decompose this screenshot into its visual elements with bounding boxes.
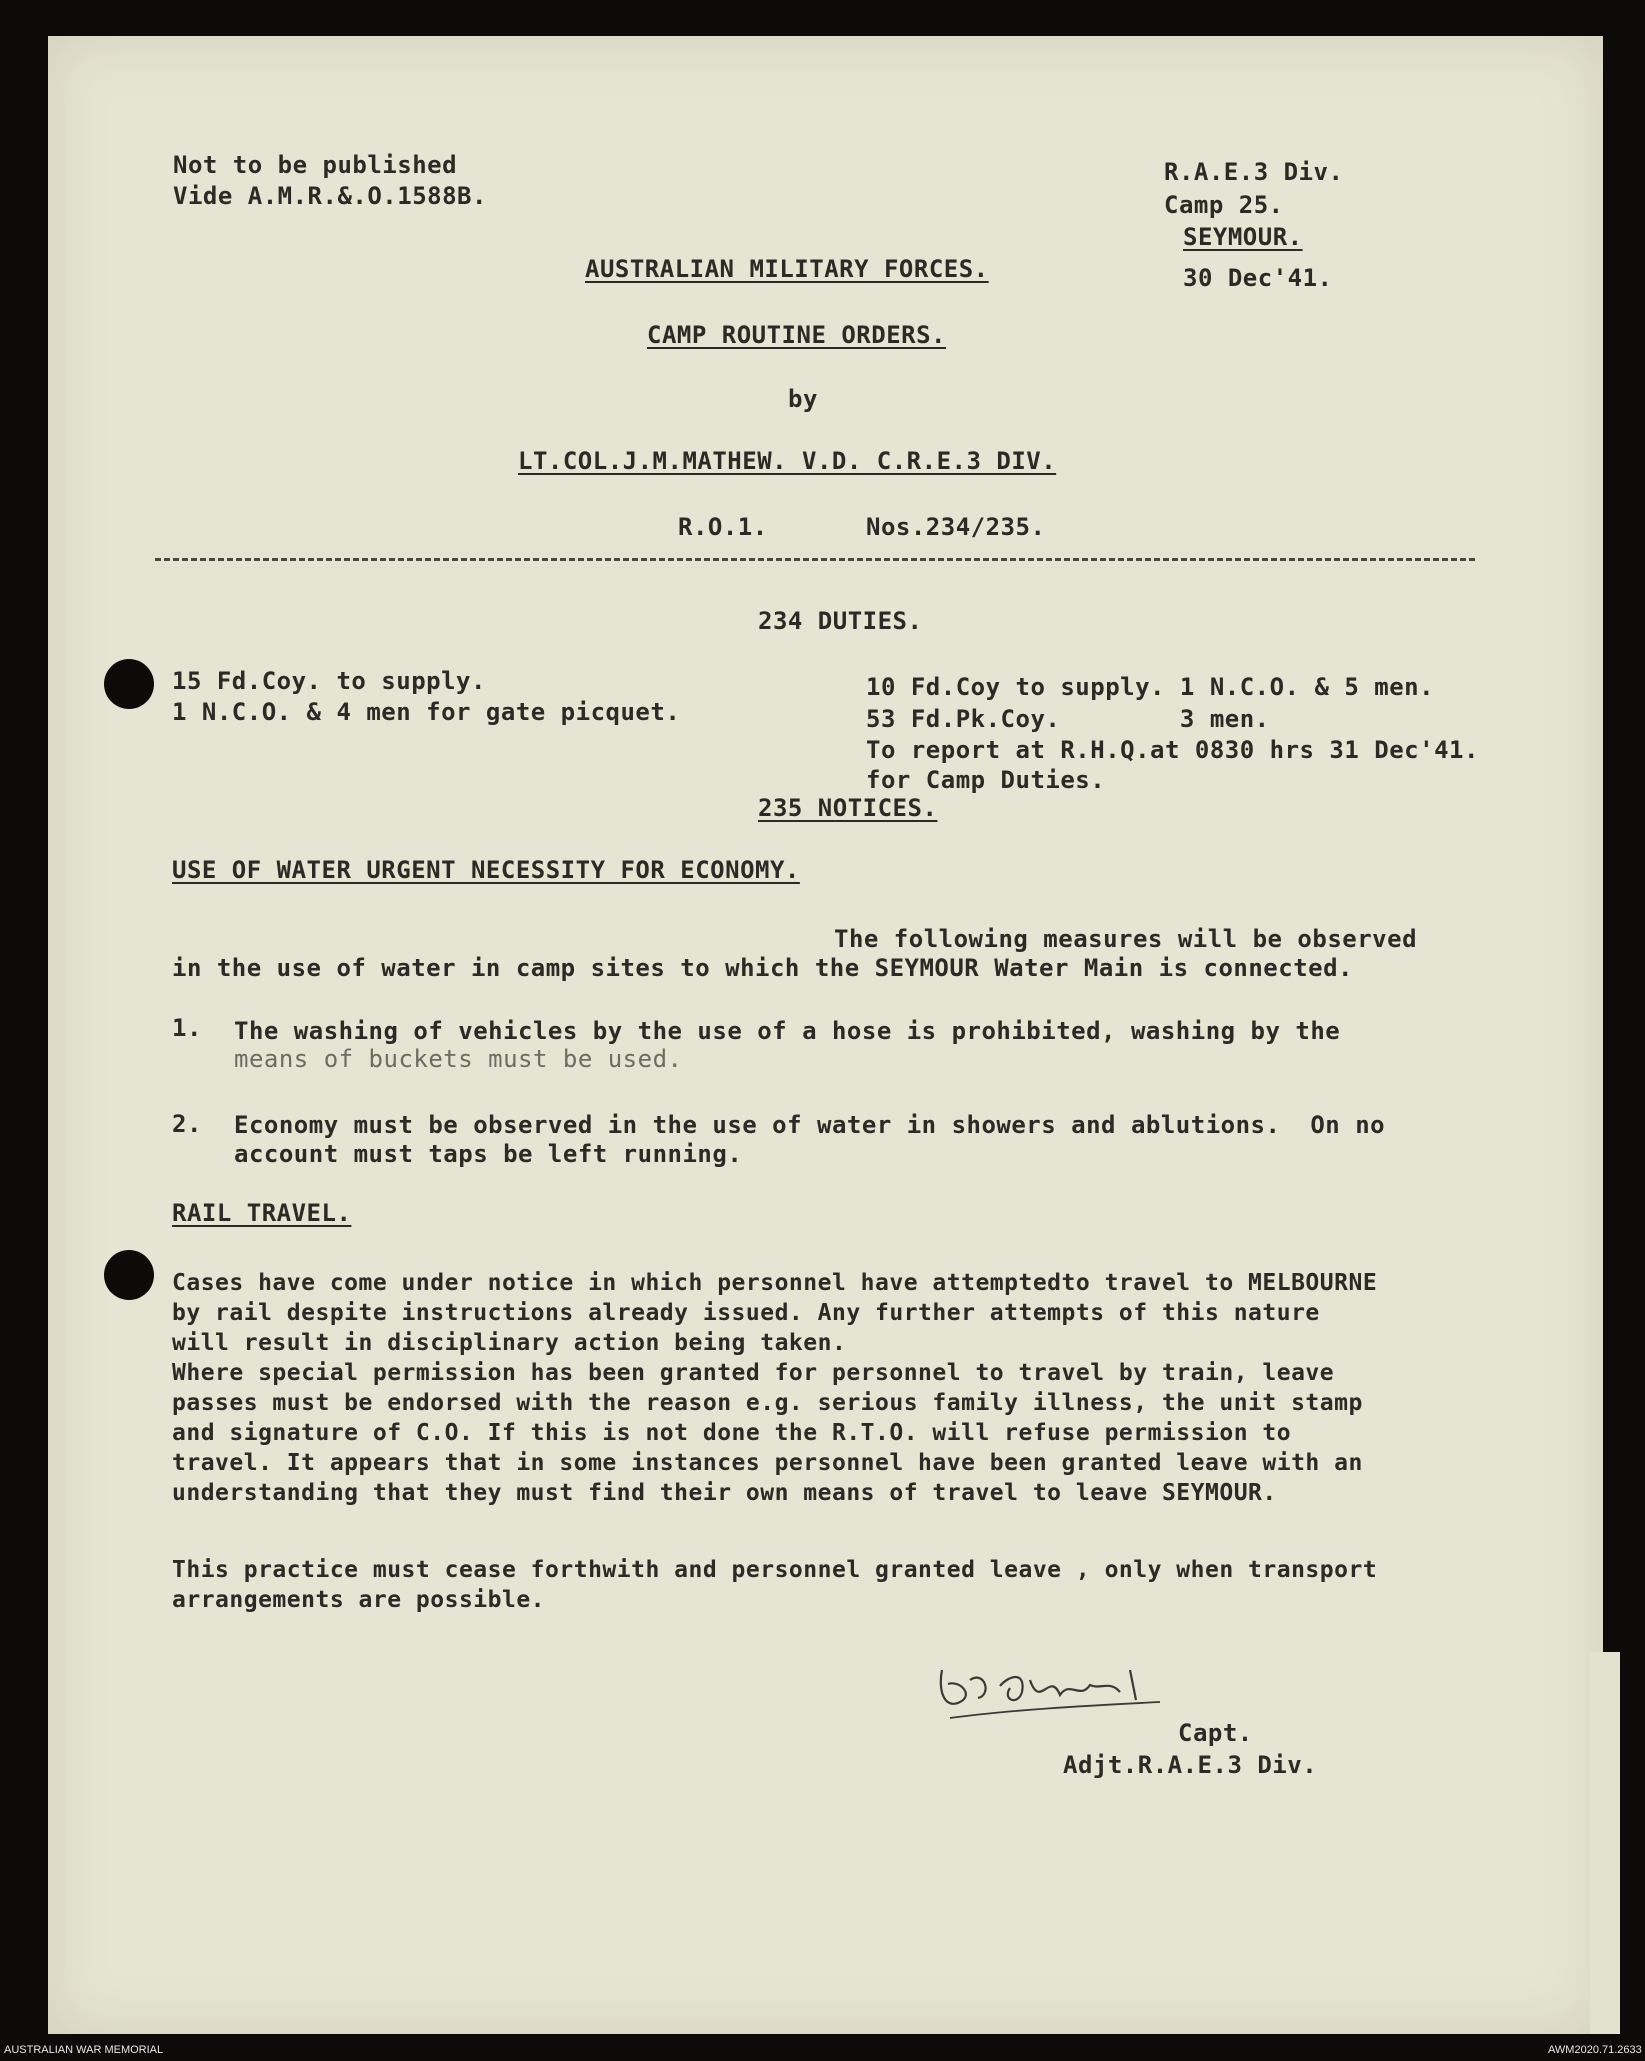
duties-right-line3: To report at R.H.Q.at 0830 hrs 31 Dec'41. <box>866 736 1479 764</box>
signature-rank: Capt. <box>1178 1719 1253 1747</box>
handwritten-signature <box>930 1640 1220 1720</box>
water-item2-line1: Economy must be observed in the use of water in showers and ablutions. On no <box>234 1111 1386 1139</box>
duties-right-line2: 53 Fd.Pk.Coy. 3 men. <box>866 705 1270 733</box>
title-orders: CAMP ROUTINE ORDERS. <box>647 321 946 349</box>
page-edge-tab <box>1590 1652 1620 2034</box>
header-right-line4: 30 Dec'41. <box>1183 264 1333 292</box>
duties-left-line2: 1 N.C.O. & 4 men for gate picquet. <box>172 698 681 726</box>
punch-hole <box>104 1250 154 1300</box>
footer-archive-name: AUSTRALIAN WAR MEMORIAL <box>4 2044 164 2056</box>
water-item2-line2: account must taps be left running. <box>234 1140 743 1168</box>
punch-hole <box>104 659 154 709</box>
header-left-line1: Not to be published <box>173 151 458 179</box>
title-commander: LT.COL.J.M.MATHEW. V.D. C.R.E.3 DIV. <box>518 447 1057 475</box>
duties-left-line1: 15 Fd.Coy. to supply. <box>172 667 486 695</box>
duties-right-line1: 10 Fd.Coy to supply. 1 N.C.O. & 5 men. <box>866 673 1435 701</box>
separator-line <box>155 558 1475 561</box>
water-item2-number: 2. <box>172 1110 202 1138</box>
footer-accession-number: AWM2020.71.2633 <box>1548 2044 1642 2056</box>
rail-heading: RAIL TRAVEL. <box>172 1199 352 1227</box>
water-item1-line1: The washing of vehicles by the use of a hose is prohibited, washing by the <box>234 1017 1341 1045</box>
water-intro-line2: in the use of water in camp sites to which the SEYMOUR Water Main is connected. <box>172 954 1353 982</box>
header-right-line2: Camp 25. <box>1164 191 1284 219</box>
water-item1-line2: means of buckets must be used. <box>234 1045 683 1073</box>
duties-heading: 234 DUTIES. <box>758 607 923 635</box>
signature-title: Adjt.R.A.E.3 Div. <box>1063 1751 1318 1779</box>
duties-right-line4: for Camp Duties. <box>866 766 1106 794</box>
title-forces: AUSTRALIAN MILITARY FORCES. <box>585 255 989 283</box>
header-right-line1: R.A.E.3 Div. <box>1164 158 1344 186</box>
water-item1-number: 1. <box>172 1014 202 1042</box>
water-heading: USE OF WATER URGENT NECESSITY FOR ECONOMY. <box>172 856 800 884</box>
header-right-line3: SEYMOUR. <box>1183 223 1303 251</box>
ref-order-range: Nos.234/235. <box>866 513 1046 541</box>
ref-order-number: R.O.1. <box>678 513 768 541</box>
water-intro-line1: The following measures will be observed <box>834 925 1418 953</box>
title-by: by <box>788 385 818 413</box>
rail-paragraph-2: This practice must cease forthwith and personnel granted leave , only when transport arrangements are possible. <box>172 1557 1378 1613</box>
rail-paragraph-1: Cases have come under notice in which personnel have attemptedto travel to MELBOURNE by rail despite instructions already issued. Any further attempts of this nature will result in disciplinary action being taken. Where special permission has been granted for personnel to travel by train, leave passes must be endorsed with the reason e.g. serious family illness, the unit stamp and signature of C.O. If this is not done the R.T.O. will refuse permission to travel. It appears that in some instances personnel have been granted leave with an understanding that they must find their own means of travel to leave SEYMOUR. <box>172 1270 1378 1506</box>
notices-heading: 235 NOTICES. <box>758 794 938 822</box>
header-left-line2: Vide A.M.R.&.O.1588B. <box>173 182 487 210</box>
